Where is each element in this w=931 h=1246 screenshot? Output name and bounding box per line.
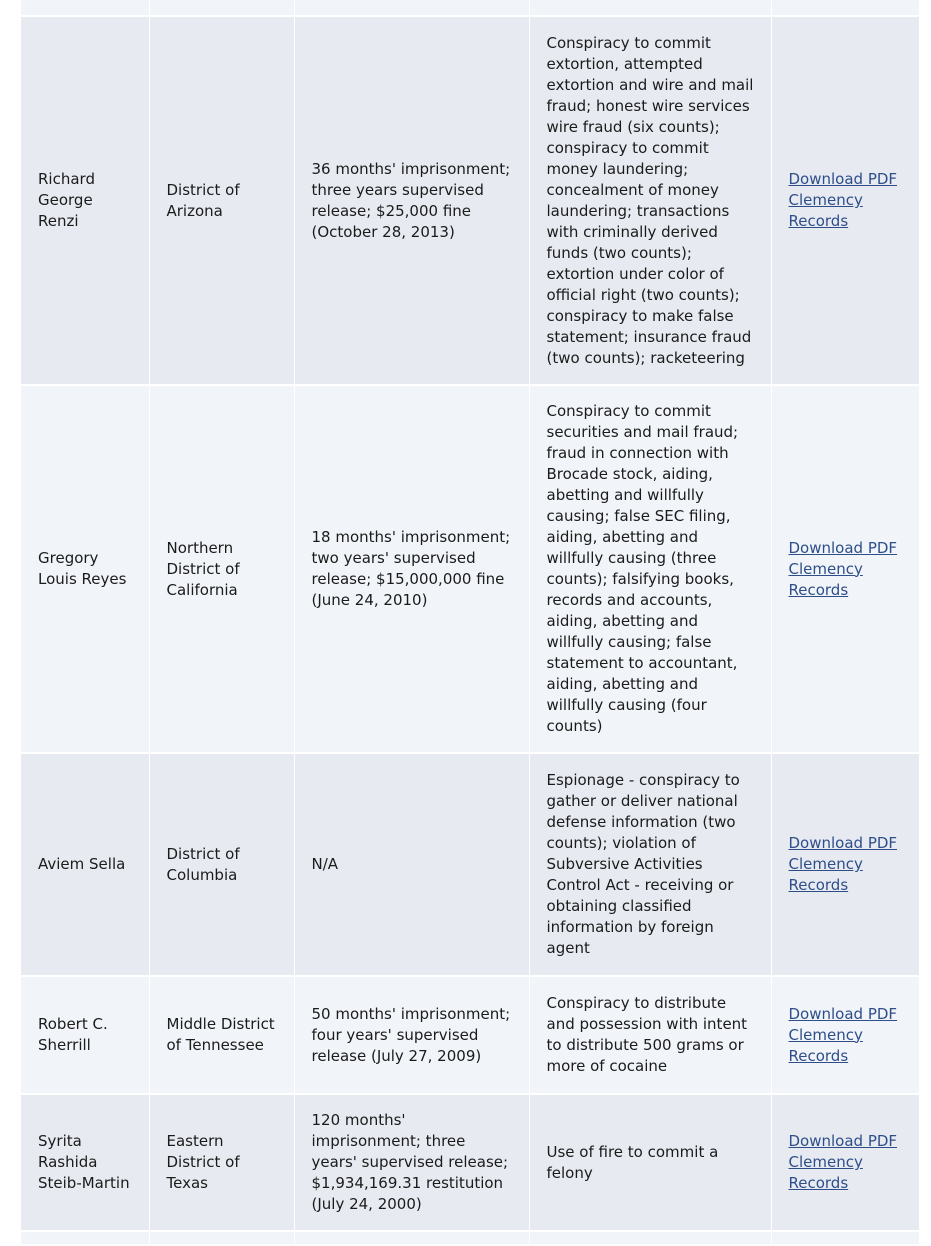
table-row (21, 385, 919, 753)
table-row-partial-top (21, 0, 919, 16)
records-cell (771, 385, 919, 753)
link-sub-label: Clemency Records (788, 1025, 863, 1065)
offense: Use of fire to commit a felony (529, 1094, 771, 1231)
download-pdf-link[interactable] (789, 1004, 903, 1067)
download-pdf-link[interactable] (789, 833, 903, 896)
clemency-table (21, 0, 919, 1246)
recipient-name: Robert C. Sherrill (21, 976, 149, 1094)
link-label: Download PDF (788, 1132, 898, 1150)
sentence: 50 months' imprisonment; four years' supervised release (July 27, 2009) (294, 976, 529, 1094)
district: Eastern District of Texas (149, 1094, 294, 1231)
records-cell (771, 976, 919, 1094)
district: District of Columbia (149, 753, 294, 976)
offense: Conspiracy to distribute and possession with intent to distribute 500 grams or more of cocaine (529, 976, 771, 1094)
district: District of Arizona (149, 16, 294, 385)
table-row (21, 753, 919, 976)
table-row-partial-bottom (21, 1231, 919, 1245)
sentence: 120 months' imprisonment; three years' supervised release; $1,934,169.31 restitution (July 24, 2000) (294, 1094, 529, 1231)
district: Middle District of Tennessee (149, 976, 294, 1094)
download-pdf-link[interactable] (789, 169, 903, 232)
download-pdf-link[interactable] (789, 1131, 903, 1194)
sentence: N/A (294, 753, 529, 976)
link-sub-label: Clemency Records (788, 559, 863, 599)
sentence: 36 months' imprisonment; three years supervised release; $25,000 fine (October 28, 2013) (294, 16, 529, 385)
sentence: 18 months' imprisonment; two years' supervised release; $15,000,000 fine (June 24, 2010) (294, 385, 529, 753)
records-cell (771, 1094, 919, 1231)
district: Northern District of California (149, 385, 294, 753)
link-sub-label: Clemency Records (788, 191, 863, 230)
link-sub-label: Clemency Records (788, 1153, 863, 1192)
offense: Conspiracy to commit securities and mail fraud; fraud in connection with Brocade stock, aiding, abetting and willfully causing; false SEC filing, aiding, abetting and willfully causing (three counts); falsifying books, records and accounts, aiding, abetting and willfully causing; false statement to accountant, aiding, abetting and willfully causing (four counts) (529, 385, 771, 753)
records-cell (771, 16, 919, 385)
recipient-name: Richard George Renzi (21, 16, 149, 385)
offense: Espionage - conspiracy to gather or deliver national defense information (two counts); violation of Subversive Activities Control Act - receiving or obtaining classified information by foreign agent (529, 753, 771, 976)
recipient-name: Aviem Sella (21, 753, 149, 976)
table-row (21, 1094, 919, 1231)
link-sub-label: Clemency Records (788, 855, 863, 894)
link-label: Download PDF (788, 538, 898, 557)
records-cell (771, 753, 919, 976)
link-label: Download PDF (788, 834, 898, 852)
table-row (21, 16, 919, 385)
link-label: Download PDF (788, 1004, 898, 1023)
download-pdf-link[interactable] (789, 538, 903, 601)
recipient-name: Gregory Louis Reyes (21, 385, 149, 753)
recipient-name: Syrita Rashida Steib-Martin (21, 1094, 149, 1231)
offense: Conspiracy to commit extortion, attempted extortion and wire and mail fraud; honest wire services wire fraud (six counts); conspiracy to commit money laundering; concealment of money laundering; transactions with criminally derived funds (two counts); extortion under color of official right (two counts); conspiracy to make false statement; insurance fraud (two counts); racketeering (529, 16, 771, 385)
table-row (21, 976, 919, 1094)
clemency-table-container (21, 0, 919, 1246)
link-label: Download PDF (788, 170, 898, 188)
